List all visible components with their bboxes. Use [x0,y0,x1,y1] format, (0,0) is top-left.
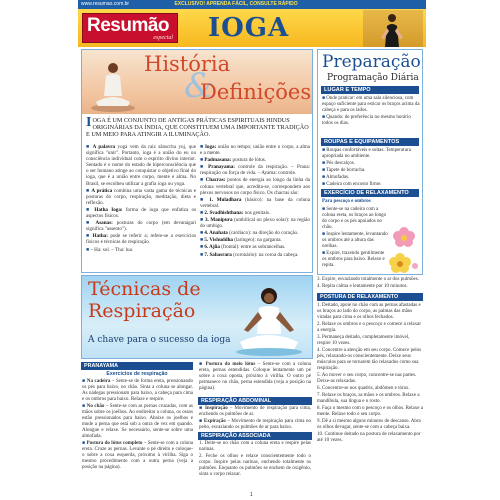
history-intro [86,117,310,138]
item-text: – Sente-se com a coluna ereta, pernas estendidas. Coloque lentamente um pé sobre a coxa oposta, próximo à virilha. O outro pé permanece no chão, perna estendida (veja a posição na página). [199,362,312,391]
item-text: 2. Relaxe os ombros e o pescoço e comece a relaxar a energia. [317,322,421,333]
list-item [317,277,423,283]
item-text: 4. Repita calma e lentamente por 10 minutos. [317,284,408,289]
bullet-icon: ■ [322,251,327,256]
abdominal-breathing-header: RESPIRAÇÃO ABDOMINAL [198,397,312,405]
item-text: (básico): na base da coluna vertebral. [200,196,310,209]
item-term: A prática [91,187,114,194]
list-item [86,247,196,253]
clothing-header: ROUPAS E EQUIPAMENTOS [321,138,419,146]
list-item [86,220,196,232]
item-term: Na cadeira [86,379,112,384]
list-item [322,168,420,174]
bullet-icon: ■ [322,161,327,166]
item-term: Pranayama: [208,164,239,171]
item-text: Sente-se na cadeira com a coluna ereta, os braços ao longo do corpo e os pés apoiados no chão. [322,207,387,230]
item-text: postura de lótus. [232,157,267,164]
place-time-list [322,96,420,128]
relax-exercise-sub: Para pescoço e ombros [322,199,371,204]
list-item [199,406,311,418]
bullet-icon: ■ [322,175,326,180]
drop-cap: I [86,115,92,130]
breathing-subtitle: A chave para o sucesso da ioga [88,335,231,345]
list-item [322,161,420,167]
item-text: Expire, trazendo gentilmente os ombros para baixo. Relaxe e repita. [322,251,385,268]
header-banner [78,9,426,47]
item-text: Quando: de preferência no mesmo horário todos os dias. [322,115,411,126]
item-text: (coronário): na coroa da cabeça. [233,251,299,258]
meditating-woman-icon [90,56,136,112]
bullet-icon: ■ [200,237,205,244]
bullet-icon: ■ [200,196,210,203]
list-item [86,144,196,187]
woman-figure-icon [381,12,403,47]
bullet-icon: ■ [200,177,206,184]
breathing-title-line1: Técnicas de [88,278,201,300]
item-text: 6. Concentre-se nos quadris, abdômen e tórax. [317,386,410,391]
item-text: 8. Faça o mesmo com o pescoço e os olhos. Relaxe a mente. Relaxe todo o seu corpo. [317,406,423,417]
bullet-icon: ■ [82,441,87,446]
pranayama-sub: Exercícios de respiração [106,371,168,377]
list-item [200,217,310,229]
list-item [200,230,310,236]
associated-breathing-header: RESPIRAÇÃO ASSOCIADA [198,432,312,440]
item-text: forma de ioga que enfatiza os aspectos físicos. [86,206,196,220]
item-text: 3. Permaneça deitado, completamente imóvel, respire 10 vezes. [317,335,410,346]
bullet-icon: ■ [322,182,327,187]
history-title: História [144,52,231,76]
item-text: Cadeira com encosto firme. [326,182,382,187]
abdominal-breathing-list [199,406,311,432]
bullet-icon: ■ [200,244,205,251]
item-term: Padmasana: [204,157,233,164]
bullet-icon: ■ [200,217,205,224]
item-term: 6. Ajña [204,244,222,251]
list-item [317,386,423,392]
list-item [317,303,423,321]
item-term: Ioga: [204,144,218,150]
list-item [317,373,423,385]
bullet-icon: ■ [200,230,205,237]
list-item [322,232,388,250]
item-text: 1. Deite-se no chão com a coluna ereta e respire pelas narinas. [199,441,311,452]
study-sheet-page [78,0,426,500]
brand-logo [82,13,178,43]
item-term: Hatha: [92,233,111,240]
bullet-icon: ■ [322,115,327,120]
item-text: 5. Ao mover o seu corpo, concentre-se nas partes. Deixe-as relaxadas. [317,373,417,384]
flowers-icon [386,220,420,280]
item-text: 9. Dê a si mesmo alguns minutos de descanso. Abra os olhos devagar, sente-se com a cabeça baixa. [317,419,421,430]
definitions-columns [86,144,310,270]
list-item [200,177,310,195]
list-item [200,210,310,216]
item-term: 1. Muladhara [209,196,246,203]
half-lotus-text [199,362,311,393]
list-item [322,175,420,181]
list-item [317,393,423,405]
list-item [317,406,423,418]
bullet-icon: ■ [200,164,209,171]
item-text: Tapete de borracha. [326,168,366,173]
item-text: – Sente-se com as pernas cruzadas, com as mãos sobre os joelhos. Ao endireitar a coluna, os ossos estão pressionados para baixo. Abaixe os joelhos e mude a perna que está sob a outra de vez em quando. Alongue e relaxe. Se necessário, sente-se sobre uma almofada. [82,404,193,439]
list-item [82,379,193,403]
list-item [200,252,310,258]
intro-text: OGA É UM CONJUNTO DE ANTIGAS PRÁTICAS ESPIRITUAIS HINDUS ORIGINÁRIAS DA ÍNDIA, QUE CONSTITUEM UMA IMPORTANTE TRADIÇÃO E UM MEIO PARA ATINGIR A ILUMINAÇÃO. [86,117,309,138]
item-text: 4. Concentre a atenção em seu corpo. Comece pelos pés, relaxando-os conscientemente. Deixe seus músculos para se tornarem tão relaxados como sua respiração. [317,348,422,371]
item-text: união no tempo; união entre o corpo, a alma e a mente. [200,144,310,157]
relax-exercise-list [322,207,388,270]
list-item [322,182,420,188]
item-text: nos genitais. [244,209,271,216]
item-text: (laríngeo): na garganta. [234,237,282,244]
top-strip [78,0,426,9]
item-term: 3. Manipura [205,217,235,224]
item-text: yoga vem da raiz sânscrita yuj, que significa "unir". Portanto, ioga é a união do eu ou consciência individual com o espírito divino interior. Sentado é o nome do estado de hiperconsciência que o ser humano atinge ao conquistar o objetivo final do ioga, que é a união entre corpo, mente e alma. No Brasil, se escolheu utilizar a grafia ioga ou yoga. [86,144,196,187]
list-item [199,419,311,431]
bullet-icon: ■ [82,404,87,409]
bullet-icon: ■ [86,233,93,240]
item-term: Inspiração [204,406,230,411]
bullet-icon: ■ [200,209,205,216]
list-item [200,144,310,156]
item-text: pode se referir a; refere-se a exercícios físicos e técnicas de respiração. [86,233,196,246]
item-term: 5. Vishuddha [204,237,235,244]
list-item [199,454,311,478]
item-text: 10. Continue deitado na postura de relaxamento por até 10 vezes. [317,432,421,443]
bullet-icon: ■ [322,148,327,153]
list-item [322,96,420,114]
bullet-icon: ■ [86,246,91,253]
item-text: Inspire lentamente, levantando os ombros até a altura das orelhas. [322,232,388,249]
tagline: EXCLUSIVO! APRENDA FÁCIL, CONSULTE RÁPIDO [174,1,298,7]
list-item [86,207,196,219]
list-item [317,348,423,372]
relax-exercise-header: EXERCÍCIO DE RELAXAMENTO [321,189,419,197]
breathing-continuation [317,277,423,290]
item-text: Almofadas. [326,175,350,180]
bullet-icon: ■ [86,206,95,213]
item-text: 1. Deitado, apoie no chão com as pernas afastadas e os braços ao lado do corpo, as palmas das mãos viradas para cima e os olhos fechados. [317,303,421,320]
history-banner [82,50,312,114]
list-item [200,237,310,243]
item-text: – Movimento de respiração para cima, enchendo os pulmões de ar. [199,406,312,417]
definitions-left-column [86,144,196,254]
definitions-right-column [200,144,310,259]
item-text: 2. Feche os olhos e relaxe conscientemente todo o corpo. Inspire pelas narinas, enchendo totalmente os pulmões. Enquanto os pulmões se enchem de oxigênio, sinta o corpo relaxar. [199,454,311,477]
item-text: – Movimento de respiração para cima no peito, esvaziando os pulmões de ar para baixo. [199,419,311,430]
item-term: Hatha Ioga: [94,206,126,213]
associated-breathing-list [199,441,311,479]
list-item [322,207,388,231]
ampersand: & [184,66,215,106]
item-text: (frontal): entre as sobrancelhas. [221,244,286,251]
site-url[interactable]: www.resumao.com.br [81,1,130,7]
bullet-icon: ■ [82,379,87,384]
item-term: Postura do lótus completo [86,441,144,446]
bullet-icon: ■ [199,419,204,424]
relaxation-column [317,277,423,445]
pranayama-list [82,379,193,472]
list-item [82,404,193,440]
list-item [199,362,311,392]
item-text: posturas do corpo (em devanágari significa "assento"). [86,220,196,233]
item-text: Onde praticar: em uma sala silenciosa, com espaço suficiente para esticar os braços acima da cabeça e para os lados. [322,96,420,113]
bullet-icon: ■ [322,168,327,173]
item-term: Chacras: [205,177,228,184]
item-text: pontos de energia ao longo da linha da coluna vertebral que, acredita-se, correspondem aos plexos nervosos no corpo físico. Os chacras são: [200,177,310,196]
list-item [317,419,423,431]
brand-name: Resumão [87,15,170,36]
bullet-icon: ■ [322,96,327,101]
list-item [317,322,423,334]
lotus-pose-woman-icon [234,282,304,358]
brand-sub: especial [153,35,173,41]
list-item [200,157,310,163]
item-text: Roupas confortáveis e soltas. Temperatura apropriada no ambiente. [322,148,411,159]
item-text: controle da respiração. – Prana: respiração ou força de vida. – Ayama: controle. [200,164,310,177]
list-item [317,432,423,444]
bullet-icon: ■ [86,187,92,194]
list-item [200,164,310,176]
breathing-title-line2: Respiração [88,300,196,322]
definitions-title: Definições [200,80,312,104]
bullet-icon: ■ [199,362,206,367]
list-item [200,197,310,209]
page-title: IOGA [208,13,290,43]
item-term: No chão [86,404,106,409]
item-text: 7. Relaxe os braços, as mãos e os ombros. Relaxe a mandíbula, sua língua e o rosto. [317,393,420,404]
bullet-icon: ■ [86,220,96,227]
item-term: Postura do meio lótus [205,362,258,367]
item-term: 2. Svadhishthana: [204,209,245,216]
list-item [317,284,423,290]
item-text: – Sente-se de forma ereta, pressionando os pés para baixo, no chão. Sinta a coluna se alongar. As nádegas pressionam para baixo, a cabeça para cima e os ombros para baixo. Relaxe e respire. [82,379,193,402]
bullet-icon: ■ [86,144,93,150]
list-item [86,233,196,245]
bullet-icon: ■ [199,406,205,411]
preparation-panel [317,49,423,275]
bullet-icon: ■ [200,157,205,164]
item-term: 7. Sahasrara [204,251,234,258]
list-item [86,188,196,206]
bullet-icon: ■ [322,207,327,212]
history-definitions-panel [81,49,313,273]
item-text: – Ha: sol. – Tha: lua. [90,246,134,253]
list-item [317,335,423,347]
header-photo [363,10,423,47]
place-time-header: LUGAR E TEMPO [321,86,419,94]
list-item [82,441,193,471]
breathing-techniques-banner [81,275,313,359]
list-item [199,441,311,453]
item-text: combina uma vasta gama de técnicas e posturas do corpo, respiração, meditação, dieta e reflexão. [86,187,196,206]
bullet-icon: ■ [200,251,205,258]
item-term: Expiração [203,419,228,424]
item-term: Asanas: [95,220,117,227]
item-text: Pés descalços. [326,161,355,166]
item-text: (umbilical ou plexo solar): na região do umbigo. [200,217,310,230]
page-number: 1 [250,492,253,498]
list-item [200,244,310,250]
list-item [322,148,420,160]
preparation-title: Preparação [322,52,421,72]
preparation-subtitle: Programação Diária [327,73,419,83]
item-text: (cardíaco): na direção do coração. [229,230,299,237]
bullet-icon: ■ [322,232,327,237]
clothing-list [322,148,420,189]
item-term: A palavra [92,144,118,150]
list-item [322,251,388,269]
relaxation-posture-list [317,303,423,444]
relaxation-posture-header: POSTURA DE RELAXAMENTO [317,293,423,301]
pranayama-header: PRANAYAMA [81,362,193,370]
list-item [322,115,420,127]
item-term: 4. Anahata [204,230,230,237]
bullet-icon: ■ [200,144,205,150]
item-text: – Sente-se com a coluna ereta. Cruze as pernas. Levante o pé direito e coloque-o sobre a coxa esquerda, próximo à virilha. Siga o mesmo procedimento com a outra perna (veja a posição na página). [82,441,193,470]
item-text: 3. Expire, esvaziando totalmente o ar dos pulmões. [317,277,419,282]
